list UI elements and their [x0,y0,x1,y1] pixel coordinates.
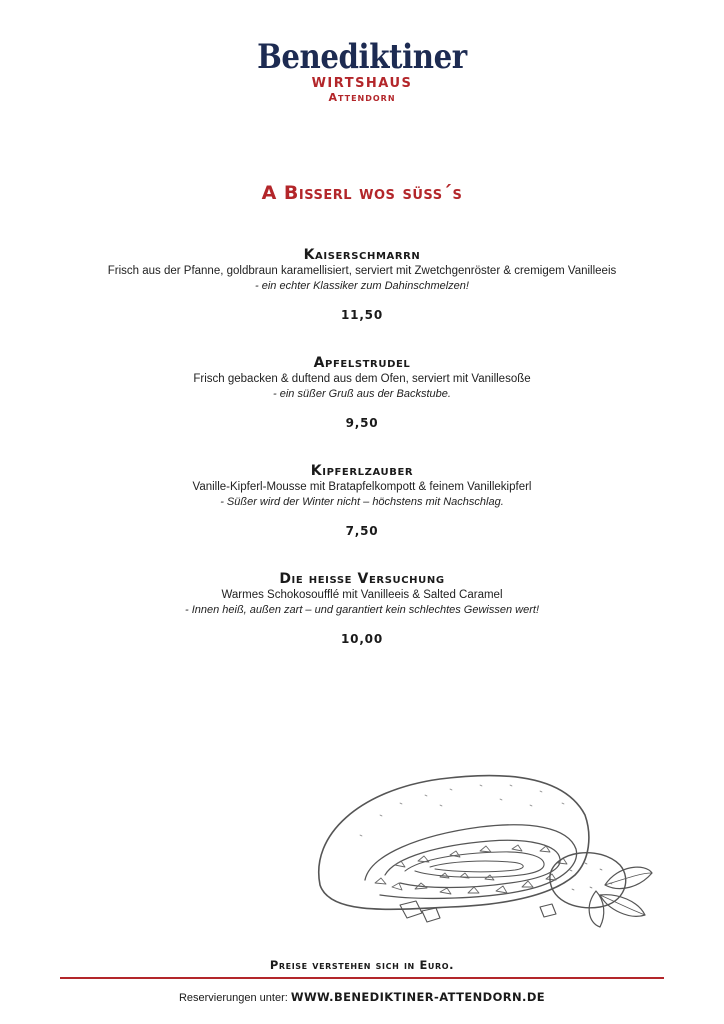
logo [0,38,724,105]
menu-item-note: - Süßer wird der Winter nicht – höchstens mit Nachschlag. [220,496,504,508]
menu-item [0,462,724,570]
menu-item-note: - ein echter Klassiker zum Dahinschmelzen! [255,280,469,292]
logo-city: Attendorn [328,91,396,104]
footer [0,990,724,1004]
website-link[interactable]: WWW.BENEDIKTINER-ATTENDORN.DE [290,990,546,1004]
menu-item-name: Die heisse Versuchung [279,571,445,587]
menu-item-note: - Innen heiß, außen zart – und garantiert kein schlechtes Gewissen wert! [184,604,539,616]
menu-item-description: Vanille-Kipferl-Mousse mit Bratapfelkompott & feinem Vanillekipferl [192,481,532,493]
apple-strudel-sketch-icon [300,765,670,935]
prices-note: Preise verstehen sich in Euro. [269,958,455,972]
menu-item-name: Kipferlzauber [310,463,414,479]
menu-item [0,570,724,678]
menu-items [0,246,724,678]
menu-item [0,354,724,462]
menu-item-price: 11,50 [341,308,383,322]
menu-item-name: Apfelstrudel [313,355,411,371]
menu-item-name: Kaiserschmarrn [303,247,421,263]
logo-brand-name: Benediktiner [257,37,467,77]
menu-item-description: Warmes Schokosoufflé mit Vanilleeis & Salted Caramel [221,589,503,601]
menu-item-note: - ein süßer Gruß aus der Backstube. [273,388,451,400]
menu-item-price: 9,50 [345,416,379,430]
section-title: A Bisserl wos süss´s [261,182,463,204]
logo-subtitle: WIRTSHAUS [311,76,413,91]
menu-item-price: 10,00 [341,632,383,646]
menu-item [0,246,724,354]
menu-item-description: Frisch gebacken & duftend aus dem Ofen, serviert mit Vanillesoße [193,373,531,385]
footer-divider [60,977,664,979]
menu-item-description: Frisch aus der Pfanne, goldbraun karamellisiert, serviert mit Zwetchgenröster & cremigem Vanilleeis [107,265,617,277]
reservation-label: Reservierungen unter: [178,992,288,1004]
menu-item-price: 7,50 [345,524,379,538]
